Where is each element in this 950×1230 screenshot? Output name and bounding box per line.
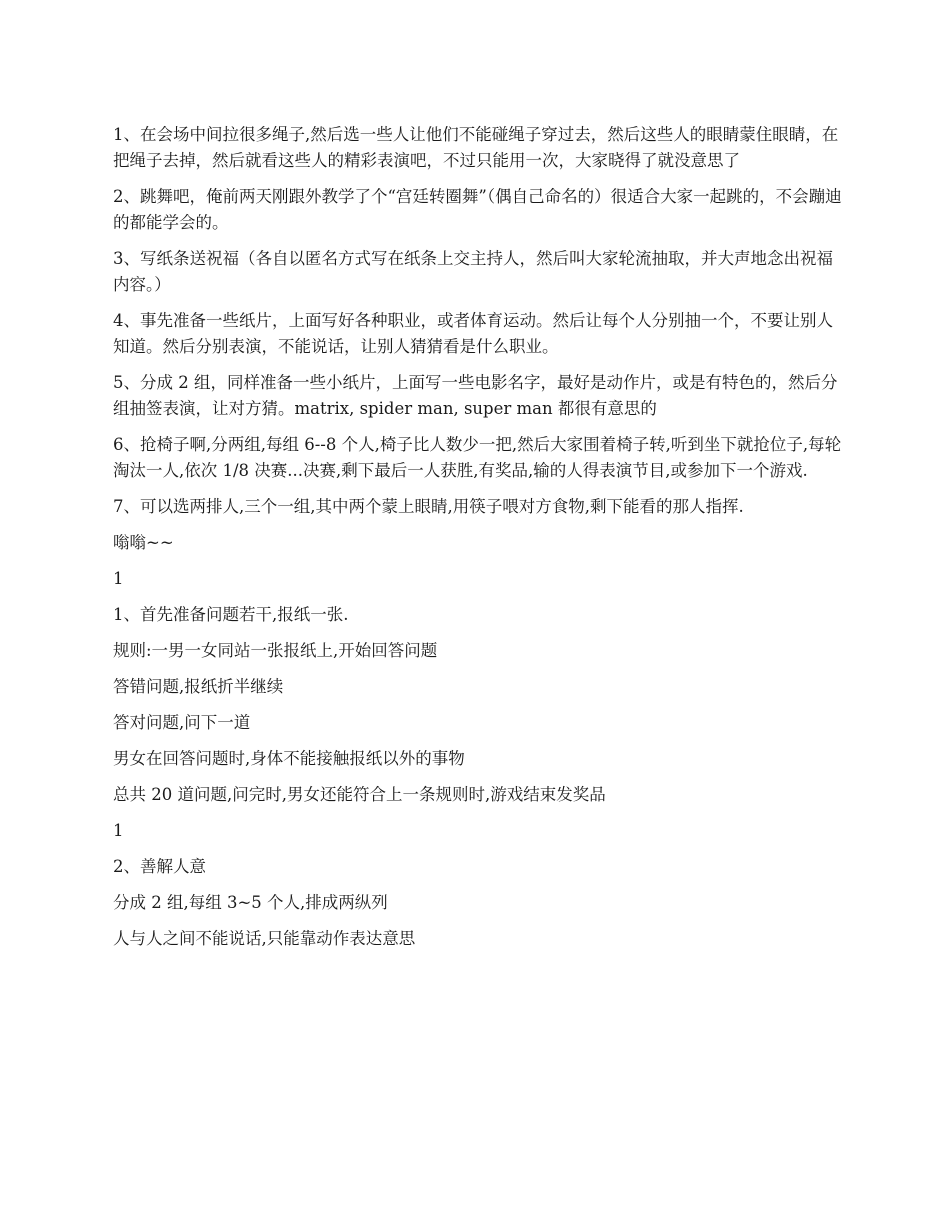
paragraph-newspaper-rule-3: 答对问题,问下一道 — [113, 713, 251, 732]
paragraph-newspaper-rule-1: 规则:一男一女同站一张报纸上,开始回答问题 — [113, 641, 438, 660]
paragraph-game-3: 3、写纸条送祝福（各自以匿名方式写在纸条上交主持人，然后叫大家轮流抽取，并大声地念出祝福内容。） — [113, 249, 833, 294]
paragraph-game-1: 1、在会场中间拉很多绳子,然后选一些人让他们不能碰绳子穿过去，然后这些人的眼睛蒙住眼睛，在把绳子去掉，然后就看这些人的精彩表演吧，不过只能用一次，大家晓得了就没意思了 — [113, 125, 839, 170]
paragraph-number: 1 — [113, 569, 124, 588]
paragraph-game-5: 5、分成 2 组，同样准备一些小纸片，上面写一些电影名字，最好是动作片，或是有特色的，然后分组抽签表演，让对方猜。matrix, spider man, super man 都很有意思的 — [113, 373, 838, 418]
paragraph-game-6: 6、抢椅子啊,分两组,每组 6--8 个人,椅子比人数少一把,然后大家围着椅子转,听到坐下就抢位子,每轮淘汰一人,依次 1/8 决赛...决赛,剩下最后一人获胜,有奖品,输的人得表演节目,或参加下一个游戏. — [113, 435, 842, 480]
paragraph-newspaper-rule-2: 答错问题,报纸折半继续 — [113, 677, 284, 696]
paragraph-interjection: 嗡嗡~~ — [113, 533, 174, 552]
paragraph-number: 1 — [113, 821, 124, 840]
document-page — [113, 122, 843, 962]
paragraph-understanding-game-title: 2、善解人意 — [113, 857, 206, 876]
paragraph-newspaper-game-title: 1、首先准备问题若干,报纸一张. — [113, 605, 349, 624]
paragraph-game-2: 2、跳舞吧，俺前两天刚跟外教学了个“宫廷转圈舞”（偶自己命名的）很适合大家一起跳的，不会蹦迪的都能学会的。 — [113, 187, 842, 232]
paragraph-game-4: 4、事先准备一些纸片，上面写好各种职业，或者体育运动。然后让每个人分别抽一个，不要让别人知道。然后分别表演，不能说话，让别人猜猜看是什么职业。 — [113, 311, 833, 356]
paragraph-newspaper-rule-4: 男女在回答问题时,身体不能接触报纸以外的事物 — [113, 749, 465, 768]
paragraph-understanding-rule-1: 分成 2 组,每组 3~5 个人,排成两纵列 — [113, 893, 388, 912]
paragraph-game-7: 7、可以选两排人,三个一组,其中两个蒙上眼睛,用筷子喂对方食物,剩下能看的那人指挥. — [113, 497, 744, 516]
paragraph-understanding-rule-2: 人与人之间不能说话,只能靠动作表达意思 — [113, 929, 416, 948]
paragraph-newspaper-rule-5: 总共 20 道问题,问完时,男女还能符合上一条规则时,游戏结束发奖品 — [113, 785, 606, 804]
